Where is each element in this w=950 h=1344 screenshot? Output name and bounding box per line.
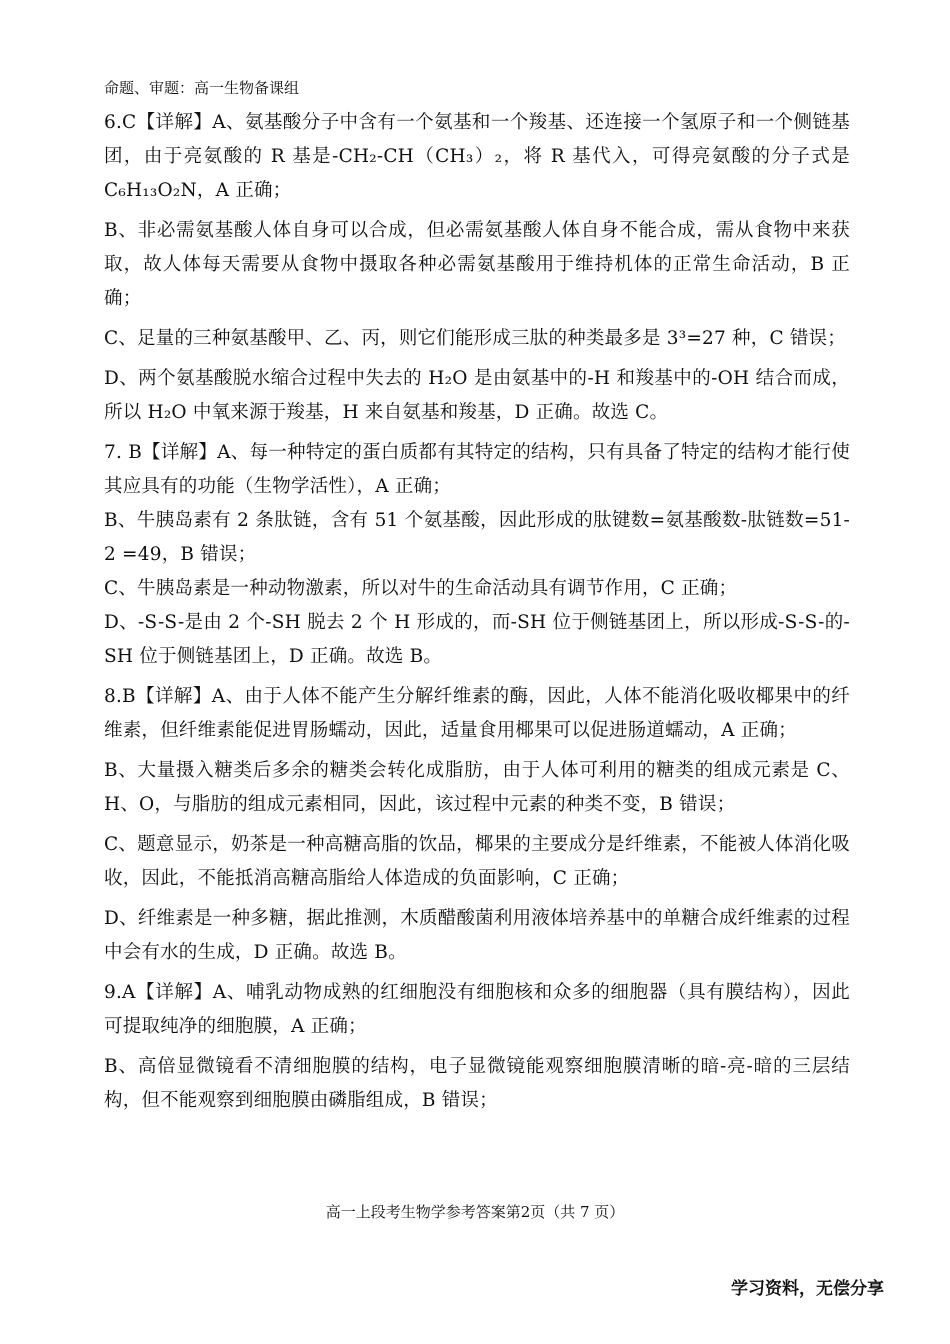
paragraph-q8-c: C、题意显示，奶茶是一种高糖高脂的饮品，椰果的主要成分是纤维素，不能被人体消化吸收，因此，不能抵消高糖高脂给人体造成的负面影响，C 正确；: [104, 834, 850, 889]
paragraph-q8-b: B、大量摄入糖类后多余的糖类会转化成脂肪，由于人体可利用的糖类的组成元素是 C、H、O，与脂肪的组成元素相同，因此，该过程中元素的种类不变，B 错误；: [104, 760, 850, 815]
paragraph-q8-a: 8.B【详解】A、由于人体不能产生分解纤维素的酶，因此，人体不能消化吸收椰果中的纤维素，但纤维素能促进胃肠蠕动，因此，适量食用椰果可以促进肠道蠕动，A 正确；: [104, 686, 850, 741]
paragraph-q9-b: B、高倍显微镜看不清细胞膜的结构，电子显微镜能观察细胞膜清晰的暗-亮-暗的三层结构，但不能观察到细胞膜由磷脂组成，B 错误；: [104, 1056, 850, 1111]
paragraph-q6-a: 6.C【详解】A、氨基酸分子中含有一个氨基和一个羧基、还连接一个氢原子和一个侧链基团，由于亮氨酸的 R 基是-CH₂-CH（CH₃）₂，将 R 基代入，可得亮氨酸的分子式是 C₆H₁₃O₂N，A 正确；: [104, 112, 850, 201]
paragraph-q7-b: B、牛胰岛素有 2 条肽链，含有 51 个氨基酸，因此形成的肽键数=氨基酸数-肽链数=51-2 =49，B 错误；: [104, 510, 850, 565]
paragraph-q8-d: D、纤维素是一种多糖，据此推测，木质醋酸菌利用液体培养基中的单糖合成纤维素的过程中会有水的生成，D 正确。故选 B。: [104, 908, 850, 963]
paragraph-q7-d: D、-S-S-是由 2 个-SH 脱去 2 个 H 形成的，而-SH 位于侧链基团上，所以形成-S-S-的-SH 位于侧链基团上，D 正确。故选 B。: [104, 612, 850, 667]
paragraph-q7-c: C、牛胰岛素是一种动物激素，所以对牛的生命活动具有调节作用，C 正确；: [104, 578, 738, 599]
watermark-text: 学习资料，无偿分享: [731, 1279, 884, 1299]
document-header: 命题、审题：高一生物备课组: [104, 79, 300, 97]
answer-body: [104, 106, 850, 1124]
paragraph-q7-a: 7. B【详解】A、每一种特定的蛋白质都有其特定的结构，只有具备了特定的结构才能行使其应具有的功能（生物学活性），A 正确；: [104, 442, 850, 497]
paragraph-q6-d: D、两个氨基酸脱水缩合过程中失去的 H₂O 是由氨基中的-H 和羧基中的-OH 结合而成，所以 H₂O 中氧来源于羧基，H 来自氨基和羧基，D 正确。故选 C。: [104, 368, 850, 423]
paragraph-q6-c: C、足量的三种氨基酸甲、乙、丙，则它们能形成三肽的种类最多是 3³=27 种，C 错误；: [104, 328, 846, 349]
paragraph-q9-a: 9.A【详解】A、哺乳动物成熟的红细胞没有细胞核和众多的细胞器（具有膜结构），因此可提取纯净的细胞膜，A 正确；: [104, 982, 850, 1037]
page-footer: 高一上段考生物学参考答案第2页（共 7 页）: [325, 1203, 625, 1221]
paragraph-q6-b: B、非必需氨基酸人体自身可以合成，但必需氨基酸人体自身不能合成，需从食物中来获取，故人体每天需要从食物中摄取各种必需氨基酸用于维持机体的正常生命活动，B 正确；: [104, 220, 850, 309]
